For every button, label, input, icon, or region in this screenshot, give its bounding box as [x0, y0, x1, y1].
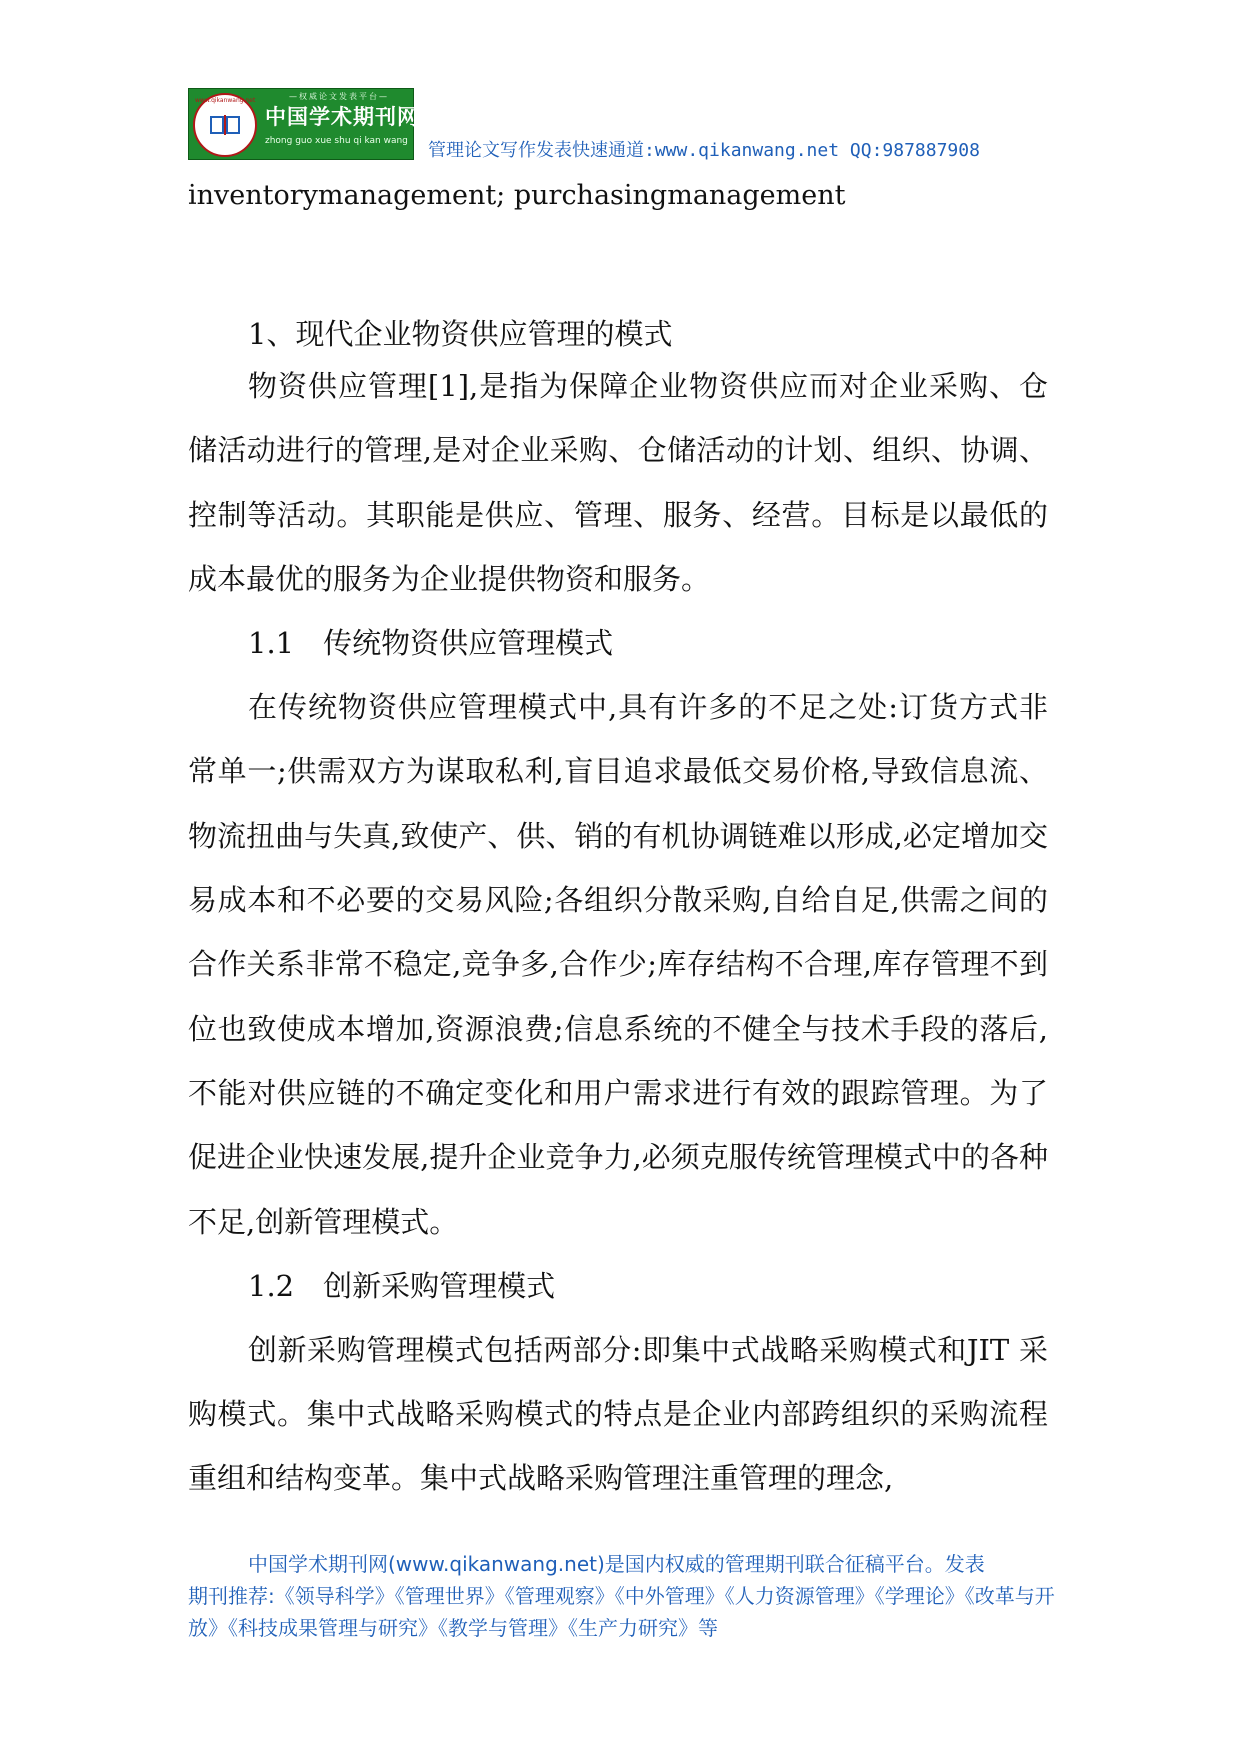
logo-emblem	[193, 93, 257, 157]
logo-top-text: —权威论文发表平台—	[289, 92, 389, 101]
page-footer	[188, 1548, 1058, 1644]
document-body	[188, 170, 1048, 1511]
section-heading-1-1: 1.1 传统物资供应管理模式	[248, 626, 614, 661]
page-header	[188, 88, 1068, 162]
book-icon	[209, 113, 241, 137]
logo-title: 中国学术期刊网	[265, 105, 419, 129]
logo-pinyin: zhong guo xue shu qi kan wang	[265, 136, 408, 146]
logo-ring-text: www.qikanwang.net	[195, 97, 256, 104]
section-1-1-paragraph: 在传统物资供应管理模式中,具有许多的不足之处:订货方式非常单一;供需双方为谋取私利,盲目追求最低交易价格,导致信息流、物流扭曲与失真,致使产、供、销的有机协调链难以形成,必定增加交易成本和不必要的交易风险;各组织分散采购,自给自足,供需之间的合作关系非常不稳定,竞争多,合作少;库存结构不合理,库存管理不到位也致使成本增加,资源浪费;信息系统的不健全与技术手段的落后,不能对供应链的不确定变化和用户需求进行有效的跟踪管理。为了促进企业快速发展,提升企业竞争力,必须克服传统管理模式中的各种不足,创新管理模式。	[188, 690, 1048, 1239]
section-heading-1: 1、现代企业物资供应管理的模式	[248, 317, 673, 351]
footer-line-1: 中国学术期刊网(www.qikanwang.net)是国内权威的管理期刊联合征稿平台。发表	[248, 1552, 985, 1576]
footer-journal-list: 期刊推荐:《领导科学》《管理世界》《管理观察》《中外管理》《人力资源管理》《学理论》《改革与开放》《科技成果管理与研究》《教学与管理》《生产力研究》等	[188, 1584, 1055, 1640]
section-heading-1-2: 1.2 创新采购管理模式	[248, 1268, 556, 1303]
site-logo[interactable]	[188, 88, 419, 160]
section-1-2-paragraph: 创新采购管理模式包括两部分:即集中式战略采购模式和JIT 采购模式。集中式战略采购模式的特点是企业内部跨组织的采购流程重组和结构变革。集中式战略采购管理注重管理的理念,	[188, 1332, 1048, 1496]
keywords-line: inventorymanagement; purchasingmanagement	[188, 180, 846, 211]
section-1-paragraph: 物资供应管理[1],是指为保障企业物资供应而对企业采购、仓储活动进行的管理,是对企业采购、仓储活动的计划、组织、协调、控制等活动。其职能是供应、管理、服务、经营。目标是以最低的成本最优的服务为企业提供物资和服务。	[188, 369, 1048, 596]
header-tagline-link[interactable]: 管理论文写作发表快速通道:www.qikanwang.net QQ:987887908	[428, 140, 980, 161]
